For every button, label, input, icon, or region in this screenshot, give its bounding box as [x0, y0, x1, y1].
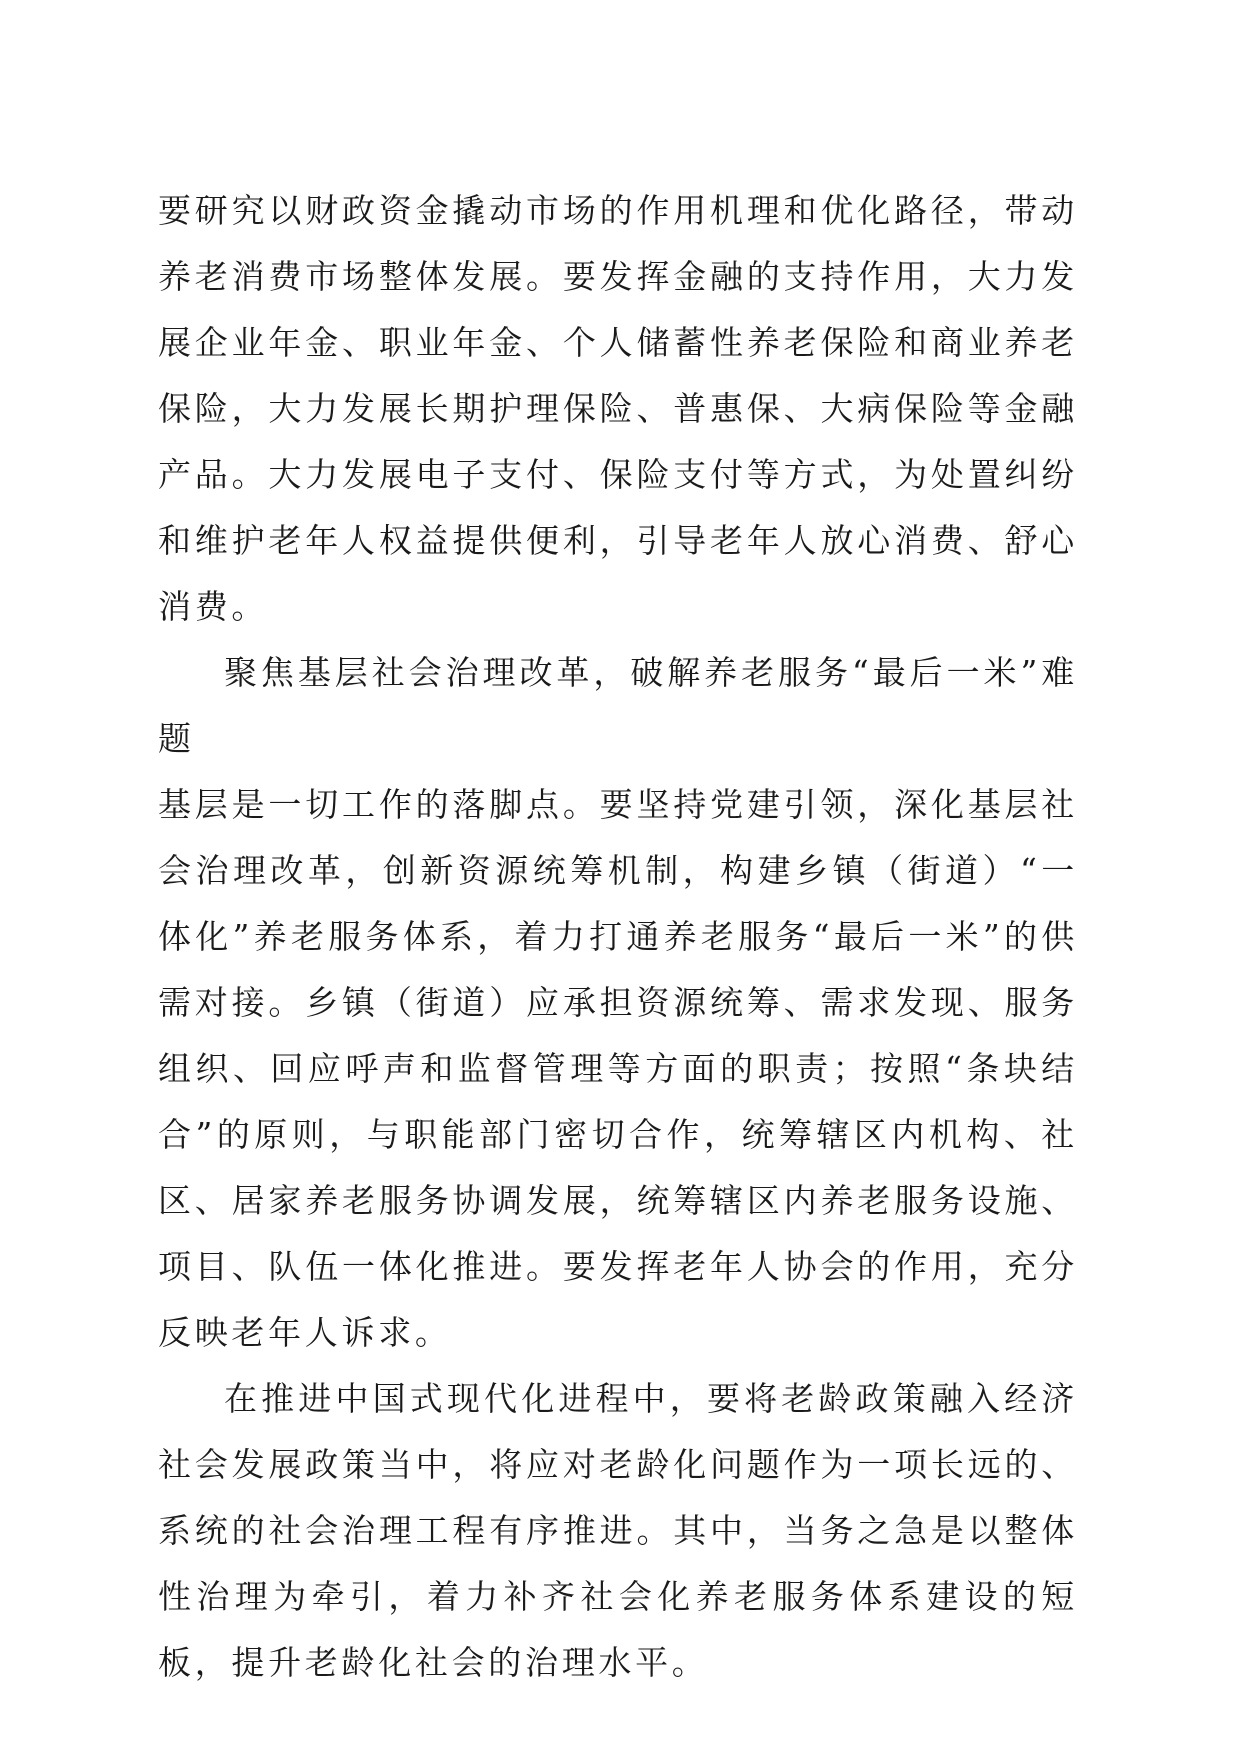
paragraph-finance-support: 要研究以财政资金撬动市场的作用机理和优化路径，带动养老消费市场整体发展。要发挥金融的支持作用，大力发展企业年金、职业年金、个人储蓄性养老保险和商业养老保险，大力发展长期护理保险、普惠保、大病保险等金融产品。大力发展电子支付、保险支付等方式，为处置纠纷和维护老年人权益提供便利，引导老年人放心消费、舒心消费。 [158, 191, 1078, 626]
paragraph-grassroots-governance: 基层是一切工作的落脚点。要坚持党建引领，深化基层社会治理改革，创新资源统筹机制，构建乡镇（街道）“一体化”养老服务体系，着力打通养老服务“最后一米”的供需对接。乡镇（街道）应承担资源统筹、需求发现、服务组织、回应呼声和监督管理等方面的职责；按照“条块结合”的原则，与职能部门密切合作，统筹辖区内机构、社区、居家养老服务协调发展，统筹辖区内养老服务设施、项目、队伍一体化推进。要发挥老年人协会的作用，充分反映老年人诉求。 [158, 785, 1078, 1352]
section-heading-grassroots-governance: 聚焦基层社会治理改革，破解养老服务“最后一米”难题 [158, 653, 1078, 758]
document-body [158, 178, 1078, 1696]
paragraph-conclusion: 在推进中国式现代化进程中，要将老龄政策融入经济社会发展政策当中，将应对老龄化问题作为一项长远的、系统的社会治理工程有序推进。其中，当务之急是以整体性治理为牵引，着力补齐社会化养老服务体系建设的短板，提升老龄化社会的治理水平。 [158, 1379, 1078, 1682]
